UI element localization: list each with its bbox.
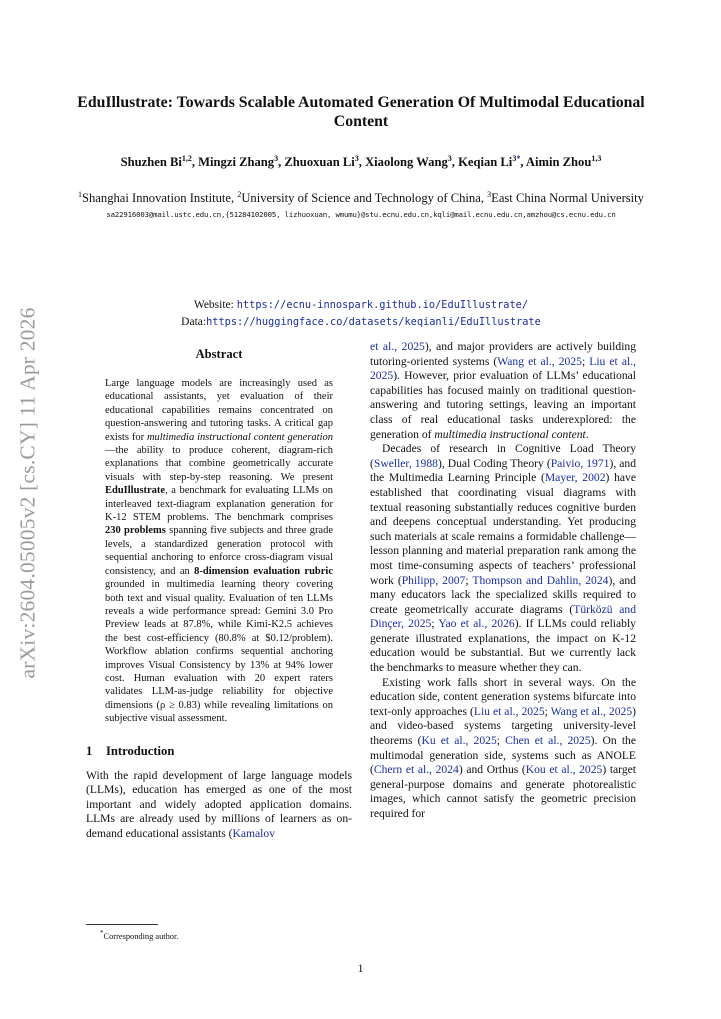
section-heading-introduction <box>86 744 352 759</box>
page-number: 1 <box>357 962 364 975</box>
author-name: Xiaolong Wang$^3$ <box>365 154 452 170</box>
citation-link[interactable]: Liu et al., 2025 <box>473 704 545 718</box>
citation-link[interactable]: Liu et al., 2025 <box>370 354 636 383</box>
data-label: Data: <box>181 316 207 328</box>
data-line <box>20 314 702 331</box>
affiliation-marker: 1 <box>78 190 82 199</box>
intro-paragraph-1: With the rapid development of large language models (LLMs), education has emerged as one of the most important and widely adopted application domains. LLMs are already used by millions of learners as on-demand educational assistants (Kamalov <box>86 768 352 840</box>
author-name: Keqian $Li^{3*}$ <box>458 154 521 170</box>
citation-link[interactable]: Paivio, 1971 <box>550 456 610 470</box>
citation-link[interactable]: Türközü and Dinçer, 2025 <box>370 602 637 631</box>
affiliation-name: Shanghai Innovation Institute, <box>82 191 238 206</box>
author-name: Zhuoxuan Li$^3$ <box>284 154 359 170</box>
affiliation-marker: 3 <box>487 190 492 199</box>
author-affiliation-marker: 3* <box>512 154 521 163</box>
intro-paragraph-3: Existing work falls short in several ways. On the education side, content generation systems bifurcate into text-only approaches (Liu et al., 2025; Wang et al., 2025) and video-based systems targeting university-level theorems (Ku et al., 2025; Chen et al., 2025). On the multimodal generation side, systems such as ANOLE (Chern et al., 2024) and Orthus (Kou et al., 2025) target general-purpose domains and generate photorealistic images, which cannot satisfy the geometric precision required for <box>370 675 637 820</box>
section-number: 1 <box>86 743 93 758</box>
author-affiliation-marker: 1,2 <box>181 154 192 163</box>
website-link[interactable]: https://ecnu-innospark.github.io/EduIllustrate/ <box>236 299 529 311</box>
intro-paragraph-1-cont: et al., 2025), and major providers are actively building tutoring-oriented systems (Wang et al., 2025; Liu et al., 2025). However, prior evaluation of LLMs’ educational capabilities has focused mainly on traditional question-answering and tutoring settings, leaving an important class of real educational tasks underexplored: the generation of multimedia instructional content. <box>370 340 637 441</box>
citation-link[interactable]: Chen et al., 2025 <box>505 734 591 748</box>
left-column <box>86 340 352 842</box>
author-emails: sa22916003@mail.ustc.edu.cn,{51284102005, lizhuoxuan, wmumu}@stu.ecnu.edu.cn,kqli@mail.ecnu.edu.cn,amzhou@cs.ecnu.edu.cn <box>106 210 616 219</box>
website-label: Website: <box>193 299 237 311</box>
author-name: Mingzi Zhang$^3$ <box>198 154 279 170</box>
arxiv-identifier: arXiv:2604.05005v2 [cs.CY] 11 Apr 2026 <box>15 306 40 679</box>
footnote <box>100 929 178 941</box>
abstract-heading: Abstract <box>195 347 243 361</box>
author-name: Aimin Zhou$^{1,3}$ <box>525 154 602 170</box>
citation-link[interactable]: et al., 2025 <box>370 340 425 353</box>
arxiv-sidebar <box>6 295 50 690</box>
affiliation-name: East China Normal University <box>491 191 644 206</box>
author-affiliation-marker: 3 <box>447 154 452 163</box>
citation-link[interactable]: Kou et al., 2025 <box>525 763 603 777</box>
citation-link[interactable]: Thompson and Dahlin, 2024 <box>472 573 609 587</box>
footnote-marker: * <box>100 929 104 937</box>
citation-link[interactable]: Wang et al., 2025 <box>497 354 582 368</box>
citation-link[interactable]: Chern et al., 2024 <box>373 763 459 777</box>
author-affiliation-marker: 3 <box>274 154 279 163</box>
citation-link[interactable]: Kamalov <box>232 826 275 840</box>
citation-link[interactable]: Sweller, 1988 <box>373 456 438 470</box>
citation-link[interactable]: Wang et al., 2025 <box>550 704 633 718</box>
author-name: Shuzhen Bi$^{1,2}$ <box>120 154 192 170</box>
intro-paragraph-2: Decades of research in Cognitive Load Theory (Sweller, 1988), Dual Coding Theory (Paivio, 1971), and the Multimedia Learning Principle (Mayer, 2002) have established that coordinating visual diagrams with textual reasoning substantially reduces cognitive burden and deepens conceptual understanding. Yet producing such materials at scale remains a formidable challenge—lesson planning and material preparation rank among the most time-consuming aspects of teachers’ professional work (Philipp, 2007; Thompson and Dahlin, 2024), and many educators lack the specialized skills required to create geometrically accurate diagrams (Türközü and Dinçer, 2025; Yao et al., 2026). If LLMs could reliably generate illustrated explanations, the impact on K-12 education would be substantial. But we currently lack the benchmarks to measure whether they can. <box>370 442 637 675</box>
right-column <box>370 340 636 822</box>
citation-link[interactable]: Ku et al., 2025 <box>421 734 497 748</box>
footnote-rule <box>86 924 158 925</box>
citation-link[interactable]: Yao et al., 2026 <box>438 617 515 631</box>
author-list: Shuzhen Bi$^{1,2}$, Mingzi Zhang$^3$, Zhuoxuan Li$^3$, Xiaolong Wang$^3$, Keqian $Li^{3*}$, Aimin Zhou$^{1,3}$ <box>120 154 602 170</box>
section-title: Introduction <box>106 743 175 758</box>
website-line <box>20 297 702 314</box>
author-affiliation-marker: 3 <box>354 154 359 163</box>
affiliation-name: University of Science and Technology of China, <box>241 191 488 206</box>
resource-links <box>20 297 702 331</box>
data-link[interactable]: https://huggingface.co/datasets/keqianli/EduIllustrate <box>206 316 541 328</box>
author-affiliation-marker: 1,3 <box>591 154 602 163</box>
affiliation-marker: 2 <box>237 190 242 199</box>
abstract-body: Large language models are increasingly used as educational assistants, yet evaluation of their educational capabilities remains concentrated on question-answering and tutoring tasks. A critical gap exists for multimedia instructional content generation—the ability to produce coherent, diagram-rich explanations that combine geometrically accurate visuals with step-by-step reasoning. We present EduIllustrate, a benchmark for evaluating LLMs on interleaved text-diagram explanation generation for K-12 STEM problems. The benchmark comprises 230 problems spanning five subjects and three grade levels, a standardized generation protocol with sequential anchoring to enforce cross-diagram visual consistency, and an 8-dimension evaluation rubric grounded in multimedia learning theory covering both text and visual quality. Evaluation of ten LLMs reveals a wide performance spread: Gemini 3.0 Pro Preview leads at 87.8%, while Kimi-K2.5 achieves the best cost-efficiency (80.8% at $0.12/problem). Workflow ablation confirms sequential anchoring improves Visual Consistency by 13% at 94% lower cost. Human evaluation with 20 expert raters validates LLM-as-judge reliability for objective dimensions (ρ ≥ 0.83) while revealing limitations on subjective visual assessment. <box>105 378 334 725</box>
citation-link[interactable]: Philipp, 2007 <box>401 573 466 587</box>
footnote-text: Corresponding author. <box>103 931 179 941</box>
citation-link[interactable]: Mayer, 2002 <box>544 471 606 485</box>
affiliations <box>20 190 702 206</box>
paper-title: EduIllustrate: Towards Scalable Automated Generation Of Multimodal Educational Content <box>77 94 645 130</box>
